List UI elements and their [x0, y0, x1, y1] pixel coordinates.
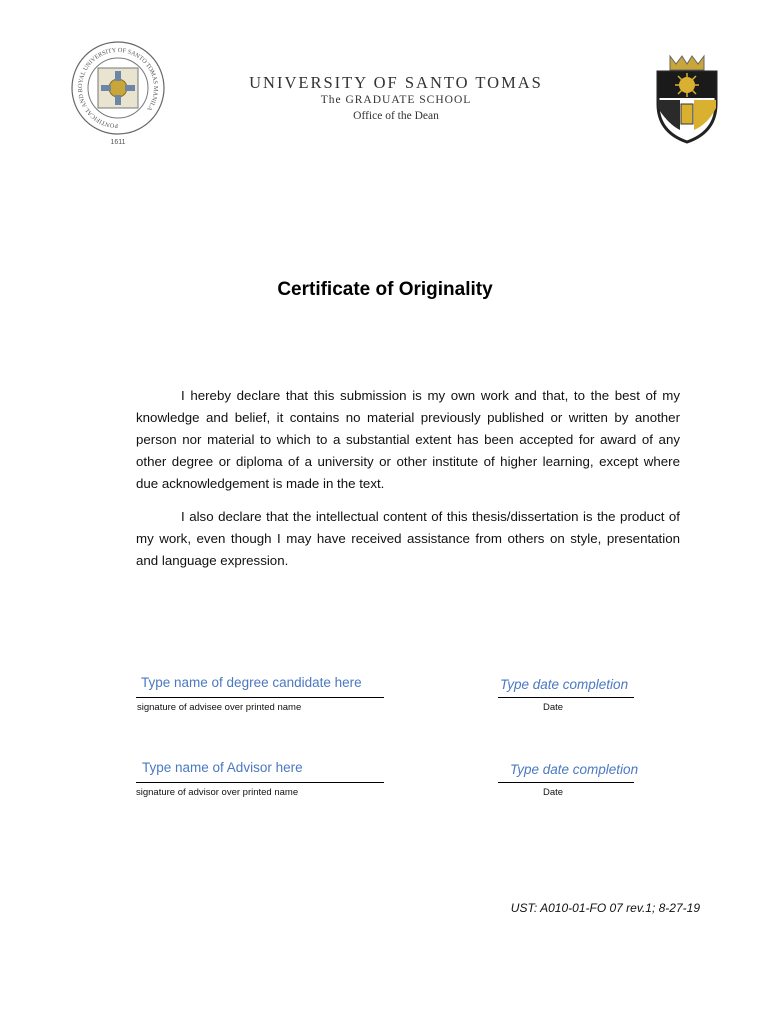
form-code-footer: UST: A010-01-FO 07 rev.1; 8-27-19 [510, 901, 700, 915]
advisor-name-field[interactable]: Type name of Advisor here [142, 760, 303, 775]
advisor-date-caption: Date [543, 787, 564, 798]
candidate-date-line [498, 697, 634, 698]
declaration-paragraph-1: I hereby declare that this submission is my own work and that, to the best of my knowledge and belief, it contains no material previously published or written by another person nor material to which to a substantial extent has been accepted for award of any other degree or diploma of a university or other institute of higher learning, except where due acknowledgement is made in the text. [136, 388, 680, 491]
declaration-paragraph-2: I also declare that the intellectual content of this thesis/dissertation is the product of my work, even though I may have received assistance from others on style, presentation and language expression. [136, 509, 680, 568]
document-title: Certificate of Originality [277, 279, 493, 300]
graduate-school-crest-logo [650, 52, 724, 144]
advisor-signature-caption: signature of advisor over printed name [136, 787, 299, 798]
advisor-signature-line [136, 782, 384, 783]
university-seal-logo [68, 38, 168, 152]
svg-text:PONTIFICAL AND ROYAL UNIVERSIT: PONTIFICAL AND ROYAL UNIVERSITY OF SANTO TOMAS MANILA [76, 46, 160, 130]
university-name: UNIVERSITY OF SANTO TOMAS [249, 73, 543, 92]
candidate-signature-caption: signature of advisee over printed name [137, 702, 302, 713]
school-name: The GRADUATE SCHOOL [320, 94, 472, 106]
advisor-date-line [498, 782, 634, 783]
candidate-name-field[interactable]: Type name of degree candidate here [141, 675, 362, 690]
candidate-signature-line [136, 697, 384, 698]
candidate-date-caption: Date [543, 702, 564, 713]
candidate-date-field[interactable]: Type date completion [500, 677, 629, 692]
svg-text:1611: 1611 [110, 139, 126, 146]
office-name: Office of the Dean [353, 110, 439, 122]
advisor-date-field[interactable]: Type date completion [510, 762, 639, 777]
